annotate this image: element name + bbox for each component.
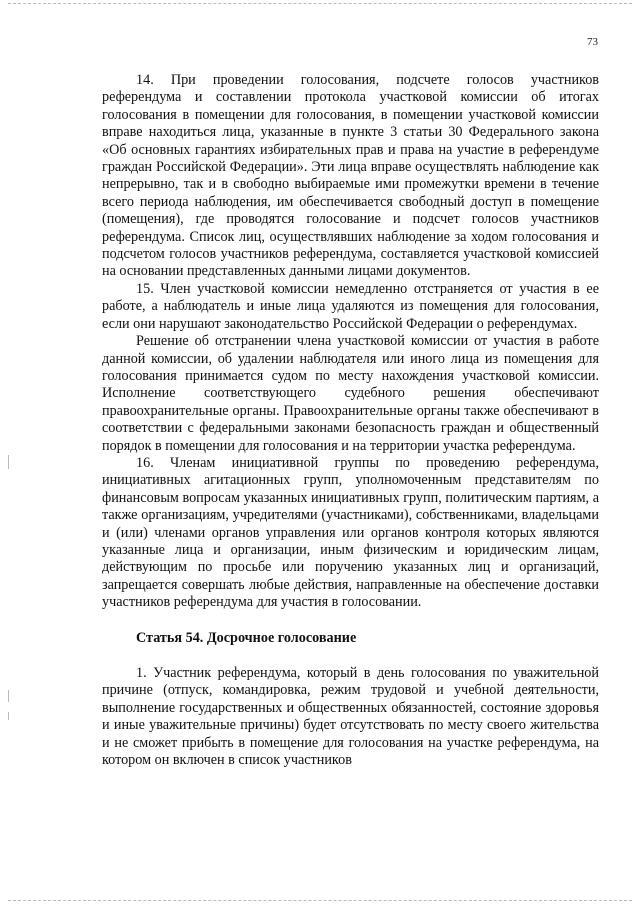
paragraph: 16. Членам инициативной группы по проведению референдума, инициативных агитационных групп, уполномоченным представителям по финансовым вопросам указанных инициативных групп, политическим партиям, а также организациям, учредителями (участниками), собственниками, владельцами и (или) членами органов управления или органов контроля которых являются указанные лица и организации, иным физическим и юридическим лицам, действующим по просьбе или поручению указанных лиц и организаций, запрещается совершать любые действия, направленные на обеспечение доставки участников референдума для участия в голосовании. [102, 454, 599, 611]
page-number: 73 [587, 36, 598, 48]
scan-edge-top [8, 3, 632, 4]
paragraph: Решение об отстранении члена участковой комиссии от участия в работе данной комиссии, об удалении наблюдателя или иного лица из помещения для голосования принимается судом по месту нахождения участковой комиссии. Исполнение соответствующего судебного решения обеспечивают правоохранительные органы. Правоохранительные органы также обеспечивают в соответствии с федеральными законами безопасность граждан и общественный порядок в помещении для голосования и на территории участка референдума. [102, 333, 599, 454]
scan-edge-bottom [8, 900, 632, 901]
paragraph: 14. При проведении голосования, подсчете голосов участников референдума и составлении протокола участковой комиссии об итогах голосования в помещении для голосования, в помещении участковой комиссии вправе находиться лица, указанные в пункте 3 статьи 30 Федерального закона «Об основных гарантиях избирательных прав и права на участие в референдуме граждан Российской Федерации». Эти лица вправе осуществлять наблюдение как непрерывно, так и в свободно выбираемые ими промежутки времени в течение всего периода наблюдения, им обеспечивается свободный доступ в помещение (помещения), где проводятся голосование и подсчет голосов участников референдума. Список лиц, осуществлявших наблюдение за ходом голосования и подсчетом голосов участников референдума, составляется участковой комиссией на основании представленных данными лицами документов. [102, 72, 599, 280]
paragraph: 15. Член участковой комиссии немедленно отстраняется от участия в ее работе, а наблюдатель и иные лица удаляются из помещения для голосования, если они нарушают законодательство Российской Федерации о референдумах. [102, 280, 599, 332]
paragraph: 1. Участник референдума, который в день голосования по уважительной причине (отпуск, командировка, режим трудовой и учебной деятельности, выполнение государственных и общественных обязанностей, состояние здоровья и иные уважительные причины) будет отсутствовать по месту своего жительства и не сможет прибыть в помещение для голосования на участке референдума, на котором он включен в список участников [102, 665, 599, 769]
document-body [102, 72, 599, 769]
scan-margin-mark [8, 712, 9, 720]
scan-margin-mark [8, 455, 9, 469]
article-heading: Статья 54. Досрочное голосование [136, 629, 357, 646]
scan-margin-mark [8, 690, 9, 702]
